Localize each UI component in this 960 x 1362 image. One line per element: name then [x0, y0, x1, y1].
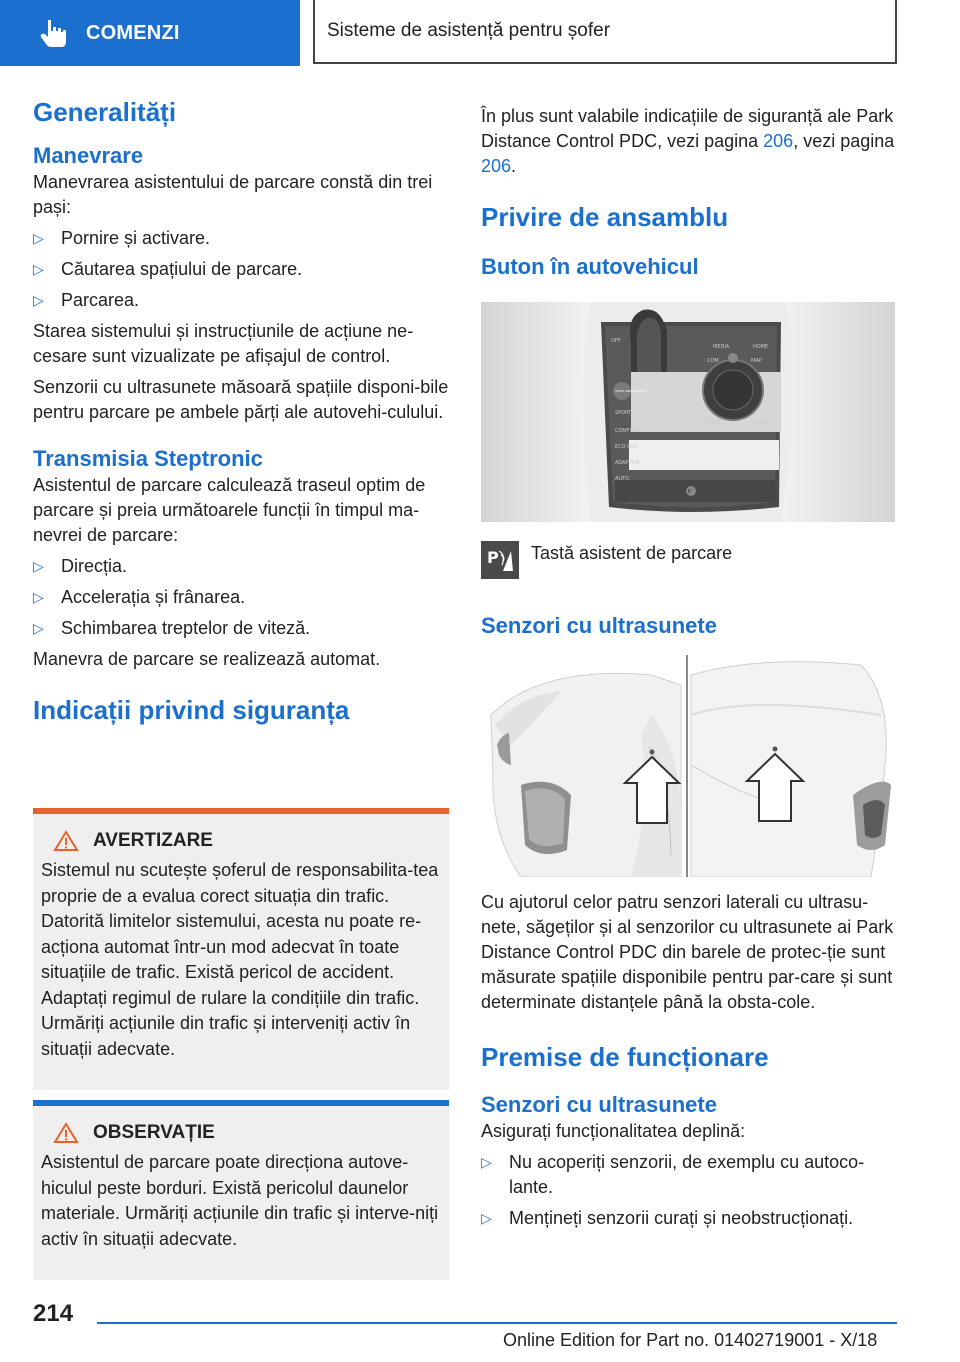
console-label: MAP [751, 358, 762, 364]
warning-triangle-icon [53, 830, 79, 852]
footer-divider [97, 1322, 897, 1324]
bullet-triangle-icon: ▷ [33, 589, 44, 605]
section-tab[interactable] [0, 0, 300, 66]
console-label: P [688, 489, 692, 495]
warning-title: AVERTIZARE [53, 830, 441, 852]
left-column [33, 96, 449, 726]
list-item: ▷ Direcția. [33, 554, 449, 579]
console-label: SPORT [615, 410, 632, 416]
page-link[interactable]: 206 [481, 156, 512, 176]
list-item: ▷ Accelerația și frânarea. [33, 585, 449, 610]
bullet-triangle-icon: ▷ [33, 261, 44, 277]
bullet-triangle-icon: ▷ [481, 1154, 492, 1170]
paragraph-plus: În plus sunt valabile indicațiile de siguranță ale Park Distance Control PDC, vezi pagina 206, vezi pagina 206. [481, 106, 895, 176]
heading-indicatii: Indicații privind siguranța [33, 695, 350, 725]
parking-assistant-button-icon [481, 541, 519, 579]
heading-generalitati: Generalități [33, 97, 177, 127]
caution-triangle-icon [53, 1122, 79, 1144]
note-title: OBSERVAȚIE [53, 1122, 441, 1144]
paragraph-automat: Manevra de parcare se realizează automat. [33, 649, 381, 669]
console-label: OPTION [749, 420, 769, 426]
bullet-triangle-icon: ▷ [481, 1210, 492, 1226]
bullet-triangle-icon: ▷ [33, 558, 44, 574]
paragraph-ajutorul: Cu ajutorul celor patru senzori laterali cu ultrasu-nete, săgeților și al senzorilor cu ultrasunete ai Park Distance Control PDC din barele de protec-ție sunt măsurate spațiile disponibile pentru par-care și sunt determinate distanțele până la obsta-cole. [481, 892, 894, 1012]
sensors-image [481, 655, 895, 877]
chapter-title-text: Sisteme de asistență pentru șofer [327, 20, 611, 41]
console-label: ECO PRO [615, 444, 638, 450]
list-item: ▷ Nu acoperiți senzorii, de exemplu cu autoco-lante. [481, 1152, 865, 1197]
bullet-triangle-icon: ▷ [33, 620, 44, 636]
heading-privire: Privire de ansamblu [481, 202, 729, 232]
console-label: COMFORT [615, 428, 640, 434]
console-label: COM [707, 358, 719, 364]
note-box [33, 1100, 449, 1280]
car-sensors-illustration [481, 655, 895, 877]
console-label: AUTO [615, 476, 630, 482]
edition-text: Online Edition for Part no. 01402719001 - X/18 [503, 1330, 878, 1350]
bullet-triangle-icon: ▷ [33, 230, 44, 246]
page-link[interactable]: 206 [763, 131, 794, 151]
heading-premise: Premise de funcționare [481, 1042, 769, 1072]
heading-senzori: Senzori cu ultrasunete [481, 613, 717, 638]
console-label: ADAPTIVE [615, 460, 640, 466]
list-item: ▷ Căutarea spațiului de parcare. [33, 257, 449, 282]
button-legend [481, 541, 732, 579]
heading-transmisia: Transmisia Steptronic [33, 446, 263, 471]
console-label: HOME [753, 344, 769, 350]
warning-text: Sistemul nu scutește șoferul de responsabilita-tea proprie de a evalua corect situația din trafic. Datorită limitelor sistemului, acesta nu poate re-acționa automat într-un mod adecvat în toate situațiile de trafic. Există pericol de accident. Adaptați regimul de rulare la condițiile din trafic. Urmăriți acțiunile din trafic și interveniți activ în situații adecvate. [41, 860, 439, 1059]
svg-text:P: P [487, 548, 499, 567]
bullet-triangle-icon: ▷ [33, 292, 44, 308]
paragraph-manevrare: Manevrarea asistentului de parcare constă din trei pași: [33, 172, 433, 217]
console-illustration [481, 302, 895, 522]
list-item: ▷ Parcarea. [33, 288, 449, 313]
console-label: BACK [707, 420, 721, 426]
page-number: 214 [33, 1300, 74, 1327]
warning-box [33, 808, 449, 1090]
note-text: Asistentul de parcare poate direcționa autove-hiculul peste borduri. Există pericolul daunelor materiale. Urmăriți acțiunile din trafic și interve-niți activ în situații adecvate. [41, 1152, 439, 1249]
console-label: START ENGINE STOP [615, 389, 646, 393]
hand-pointer-icon [36, 16, 70, 50]
heading-manevrare: Manevrare [33, 143, 144, 168]
list-item: ▷ Pornire și activare. [33, 226, 449, 251]
list-item: ▷ Mențineți senzorii curați și neobstrucționați. [481, 1206, 897, 1231]
list-item: ▷ Schimbarea treptelor de viteză. [33, 616, 449, 641]
heading-buton: Buton în autovehicul [481, 254, 699, 279]
console-label: OFF [611, 338, 621, 344]
paragraph-transmisia: Asistentul de parcare calculează traseul optim de parcare și preia următoarele funcții în timpul ma-nevrei de parcare: [33, 475, 426, 545]
paragraph-asigurati: Asigurați funcționalitatea deplină: [481, 1121, 746, 1141]
right-column-bottom [481, 890, 897, 1231]
chapter-title [313, 0, 897, 64]
heading-senzori-2: Senzori cu ultrasunete [481, 1092, 717, 1117]
paragraph-senzorii: Senzorii cu ultrasunete măsoară spațiile disponi-bile pentru parcare pe ambele părți ale autovehi-culului. [33, 377, 449, 422]
paragraph-starea: Starea sistemului și instrucțiunile de acțiune ne-cesare sunt vizualizate pe afișajul de control. [33, 321, 414, 366]
section-tab-label: COMENZI [86, 21, 180, 44]
right-column-top [481, 104, 897, 281]
console-label: MEDIA [713, 344, 730, 350]
console-image [481, 302, 895, 522]
button-caption: Tastă asistent de parcare [531, 543, 733, 563]
